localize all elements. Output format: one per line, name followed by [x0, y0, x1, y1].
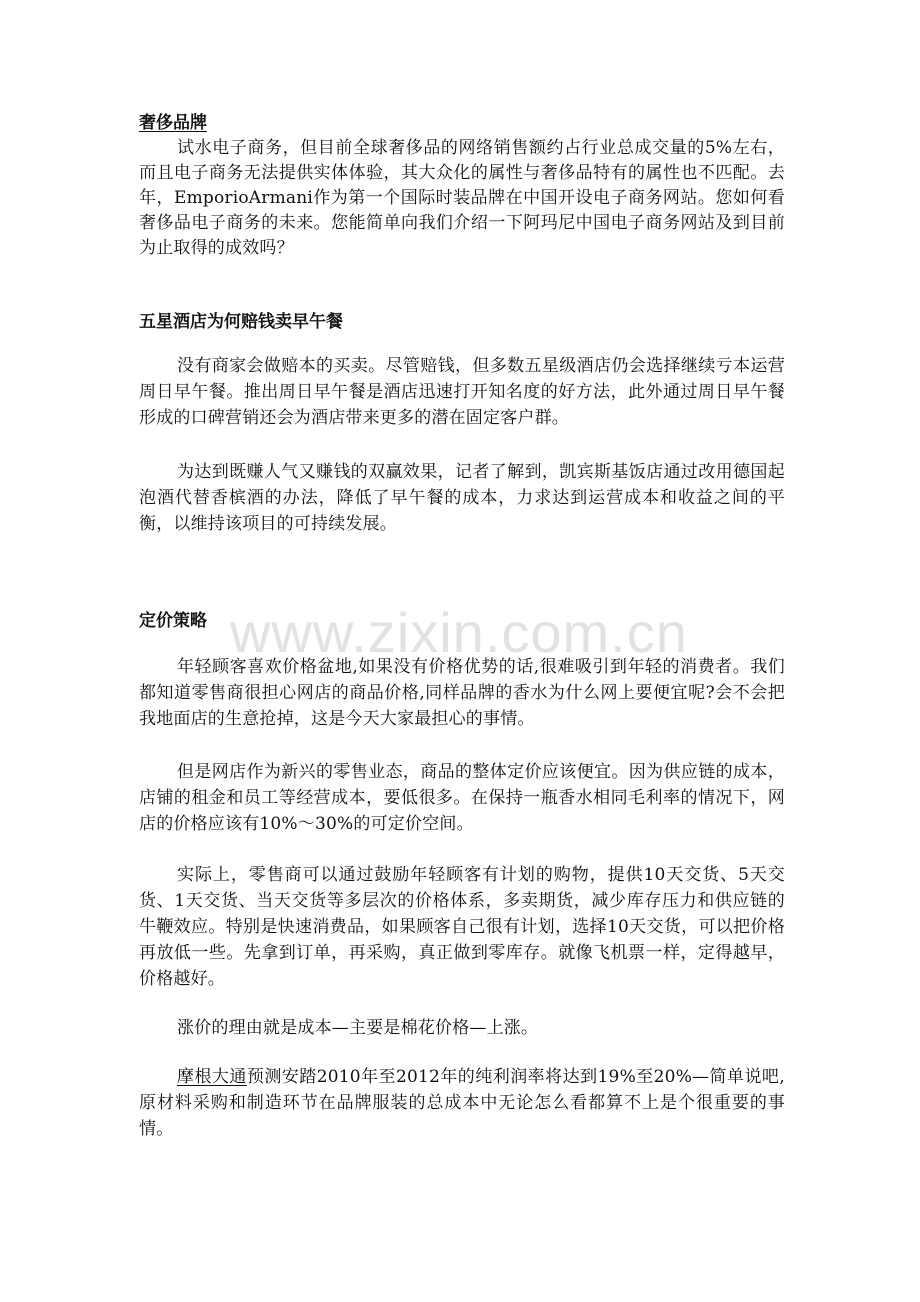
paragraph-luxury-ecommerce: 试水电子商务，但目前全球奢侈品的网络销售额约占行业总成交量的5%左右，而且电子商务无法提供实体体验，其大众化的属性与奢侈品特有的属性也不匹配。去年，EmporioArmani作为第一个国际时装品牌在中国开设电子商务网站。您如何看奢侈品电子商务的未来。您能简单向我们介绍一下阿玛尼中国电子商务网站及到目前为止取得的成效吗？: [139, 138, 785, 258]
jpmorgan-link[interactable]: 摩根大通: [177, 1067, 247, 1087]
section-heading-five-star-brunch: 五星酒店为何赔钱卖早午餐: [139, 312, 343, 332]
paragraph-delivery-tiers: 实际上，零售商可以通过鼓励年轻顾客有计划的购物，提供10天交货、5天交货、1天交货、当天交货等多层次的价格体系，多卖期货，减少库存压力和供应链的牛鞭效应。特别是快速消费品，如果顾客自己很有计划，选择10天交货，可以把价格再放低一些。先拿到订单，再采购，真正做到零库存。就像飞机票一样，定得越早，价格越好。: [139, 865, 785, 989]
paragraph-jpmorgan-forecast: [139, 1064, 785, 1142]
paragraph-brunch-cost: 为达到既赚人气又赚钱的双赢效果，记者了解到，凯宾斯基饭店通过改用德国起泡酒代替香槟酒的办法，降低了早午餐的成本，力求达到运营成本和收益之间的平衡，以维持该项目的可持续发展。: [139, 462, 785, 534]
paragraph-brunch-loss: 没有商家会做赔本的买卖。尽管赔钱，但多数五星级酒店仍会选择继续亏本运营周日早午餐。推出周日早午餐是酒店迅速打开知名度的好方法，此外通过周日早午餐形成的口碑营销还会为酒店带来更多的潜在固定客户群。: [139, 356, 785, 428]
paragraph-price-rise: 涨价的理由就是成本—主要是棉花价格—上涨。: [177, 1018, 539, 1038]
watermark: www.zixin.com.cn: [230, 601, 688, 664]
paragraph-jpmorgan-text: 预测安踏2010年至2012年的纯利润率将达到19%至20%—简单说吧,原材料采购和制造环节在品牌服装的总成本中无论怎么看都算不上是个很重要的事情。: [139, 1067, 785, 1139]
paragraph-young-customers: 年轻顾客喜欢价格盆地,如果没有价格优势的话,很难吸引到年轻的消费者。我们都知道零售商很担心网店的商品价格,同样品牌的香水为什么网上要便宜呢?会不会把我地面店的生意抢掉，这是今天大家最担心的事情。: [139, 657, 785, 729]
section-heading-luxury-brands: 奢侈品牌: [139, 113, 207, 133]
section-heading-pricing-strategy: 定价策略: [139, 611, 207, 631]
paragraph-online-store-pricing: 但是网店作为新兴的零售业态，商品的整体定价应该便宜。因为供应链的成本，店铺的租金和员工等经营成本，要低很多。在保持一瓶香水相同毛利率的情况下，网店的价格应该有10%～30%的可定价空间。: [139, 762, 785, 834]
